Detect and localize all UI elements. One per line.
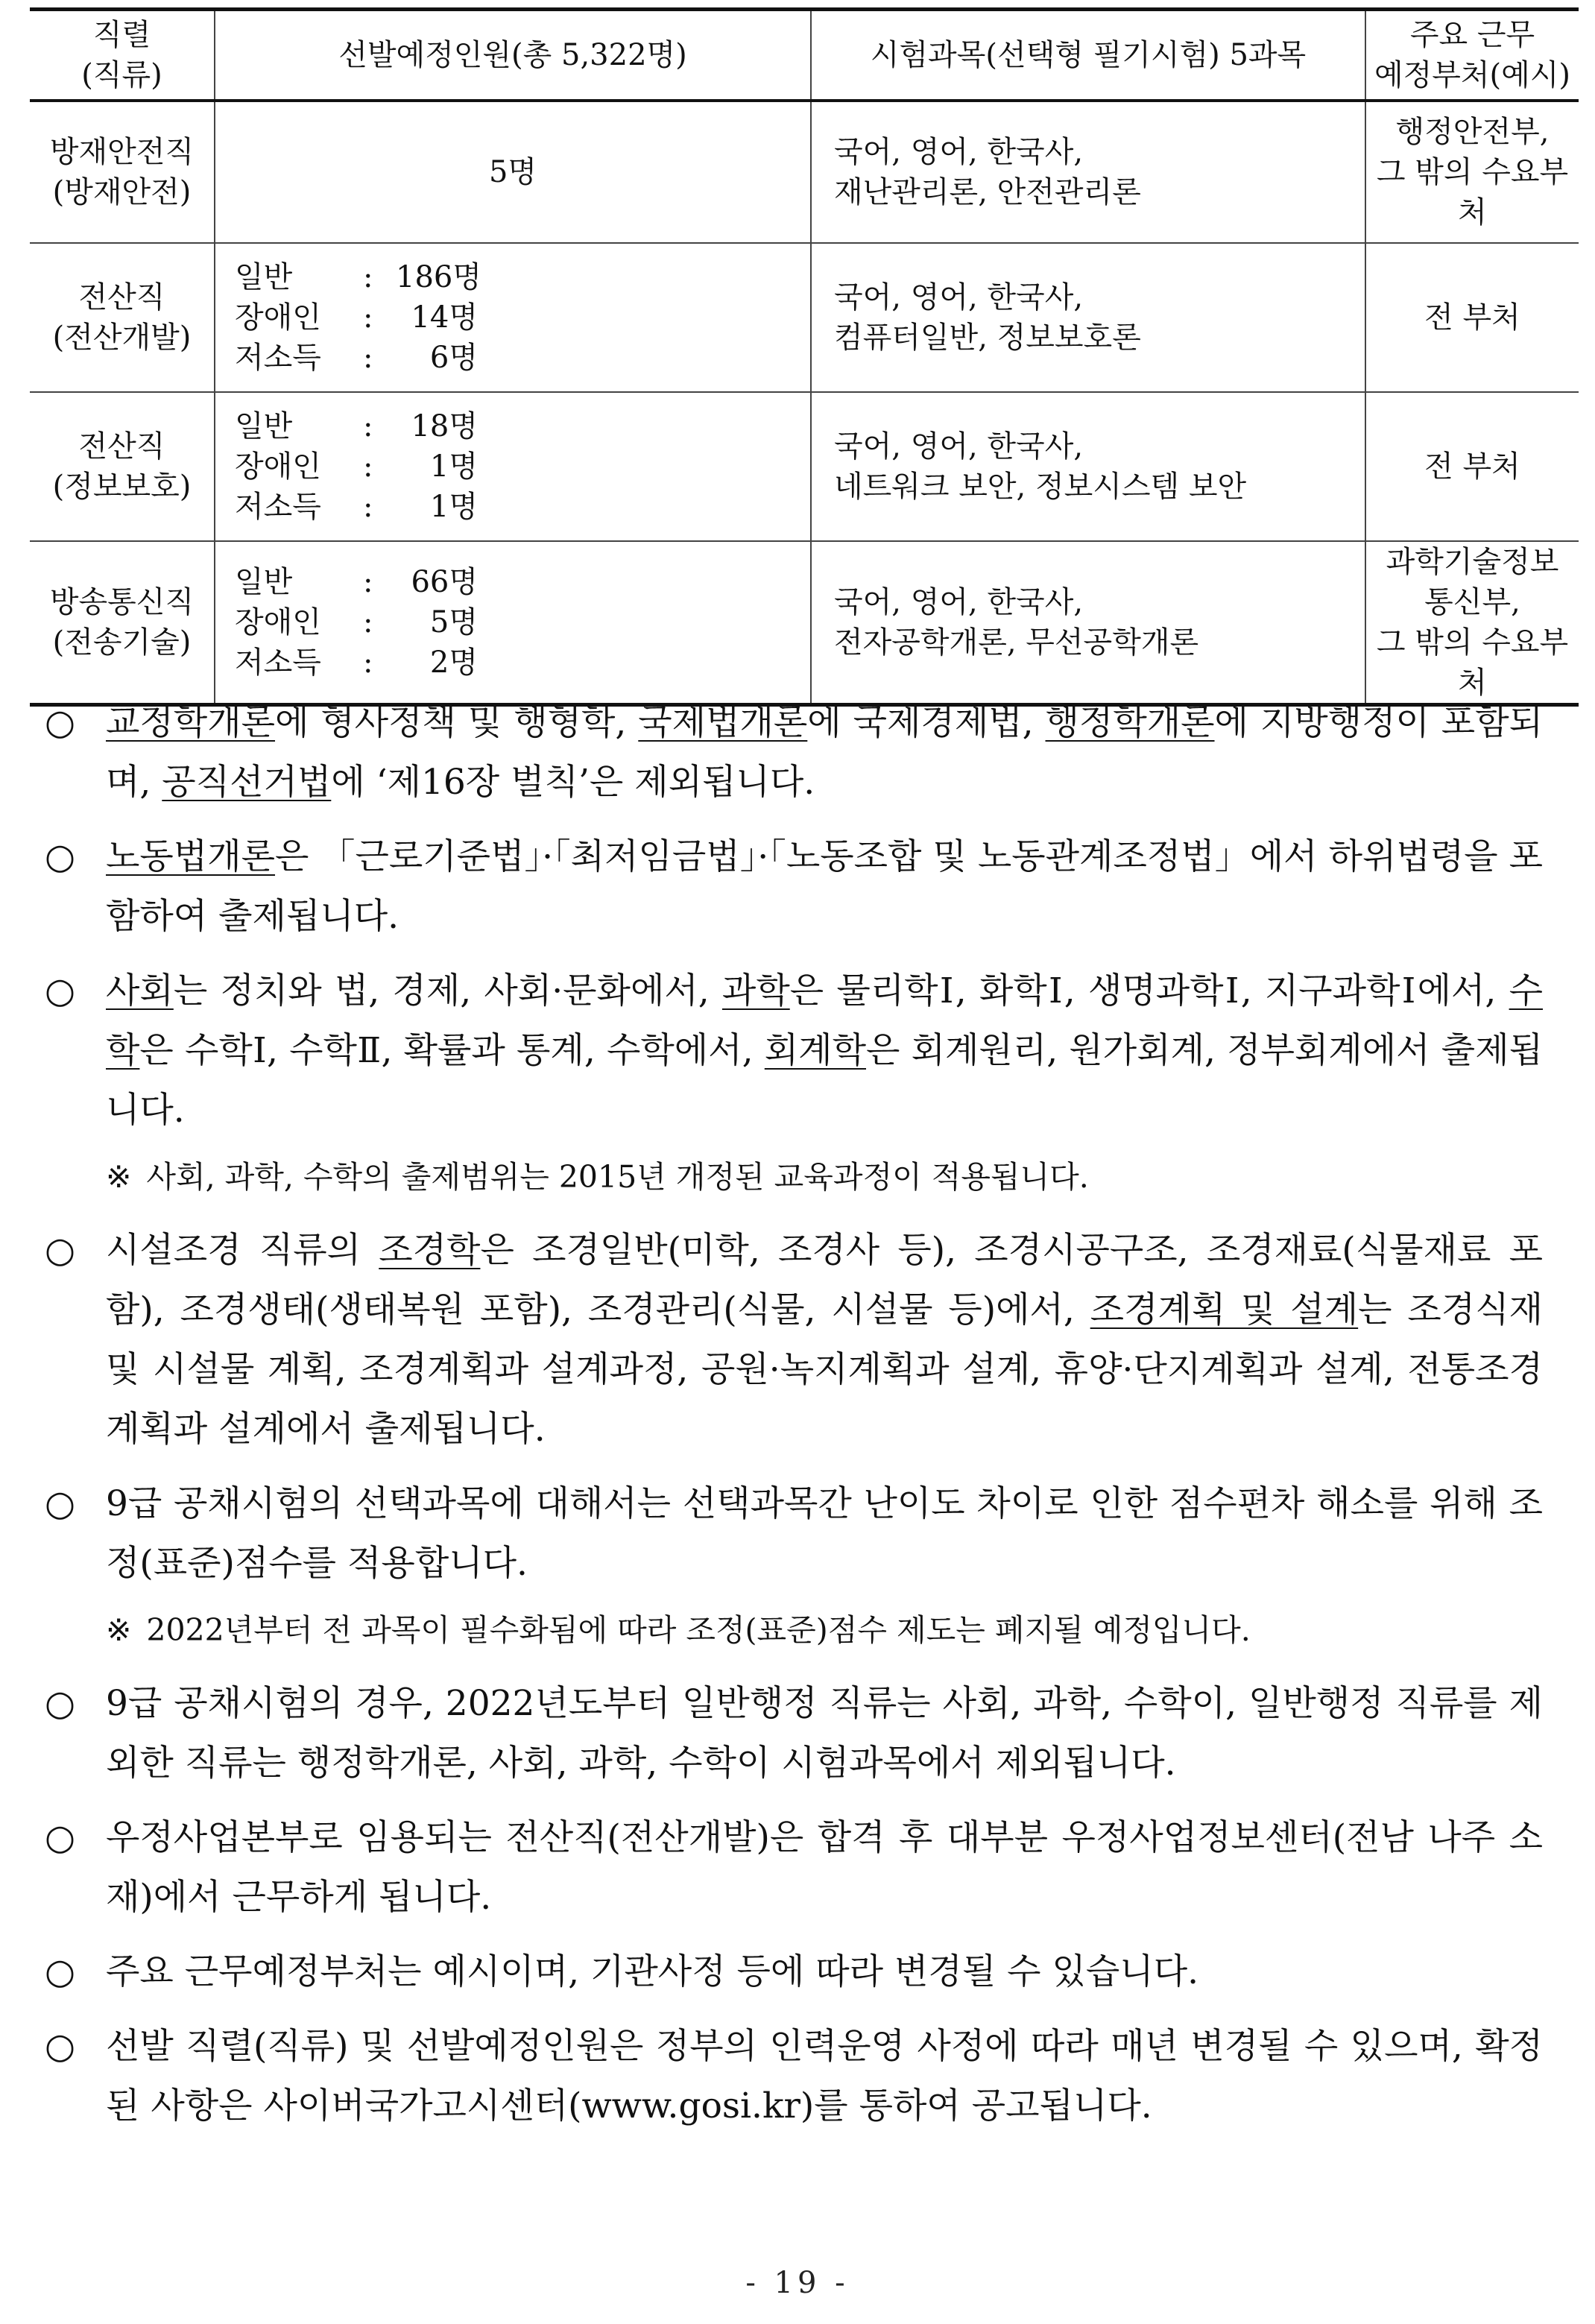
quota-line: 저소득 : 6명: [235, 341, 478, 375]
note-item: ○ 노동법개론은 「근로기준법」·「최저임금법」·「노동조합 및 노동관계조정법」에서 하위법령을 포함하여 출제됩니다.: [45, 827, 1543, 947]
reference-note: ※ 2022년부터 전 과목이 필수화됨에 따라 조정(표준)점수 제도는 폐지될 예정입니다.: [106, 1612, 1251, 1648]
subject-name: 사회: [106, 970, 174, 1011]
subjects-cell: 국어, 영어, 한국사, 네트워크 보안, 정보시스템 보안: [811, 392, 1365, 541]
bullet-icon: ○: [45, 970, 76, 1011]
subject-name: 조경학: [379, 1230, 481, 1271]
note-item: ○ 교정학개론에 형사정책 및 행형학, 국제법개론에 국제경제법, 행정학개론에 지방행정이 포함되며, 공직선거법에 ‘제16장 벌칙’은 제외됩니다.: [45, 693, 1543, 812]
quota-line: 일반 : 66명: [235, 565, 478, 599]
bullet-icon: ○: [45, 702, 76, 743]
subject-name: 회계학: [764, 1030, 866, 1071]
quota-line: 저소득 : 1명: [235, 490, 478, 524]
bullet-icon: ○: [45, 1951, 76, 1992]
subject-name: 과학: [721, 970, 790, 1011]
department-cell: 과학기술정보 통신부, 그 밖의 수요부처: [1365, 541, 1579, 705]
page-number: - 19 -: [745, 2266, 850, 2300]
table-row: [30, 101, 1579, 243]
note-item: ○ 사회는 정치와 법, 경제, 사회·문화에서, 과학은 물리학Ⅰ, 화학Ⅰ, 생명과학Ⅰ, 지구과학Ⅰ에서, 수학은 수학Ⅰ, 수학Ⅱ, 확률과 통계, 수학에서, 회계학은 회계원리, 원가회계, 정부회계에서 출제됩니다.: [45, 962, 1543, 1140]
subjects-cell: 국어, 영어, 한국사, 재난관리론, 안전관리론: [811, 101, 1365, 243]
department-cell: 행정안전부, 그 밖의 수요부처: [1365, 101, 1579, 243]
note-item: ○ 선발 직렬(직류) 및 선발예정인원은 정부의 인력운영 사정에 따라 매년 변경될 수 있으며, 확정된 사항은 사이버국가고시센터(www.gosi.kr)를 통하여 공고됩니다.: [45, 2017, 1543, 2136]
department-cell: 전 부처: [1365, 243, 1579, 392]
bullet-icon: ○: [45, 1230, 76, 1271]
bullet-icon: ○: [45, 2026, 76, 2067]
bullet-icon: ○: [45, 1817, 76, 1858]
header-subjects: 시험과목(선택형 필기시험) 5과목: [811, 10, 1365, 101]
quota-line: 저소득 : 2명: [235, 645, 478, 680]
quota-line: 장애인 : 1명: [235, 449, 478, 484]
note-item: ○ 시설조경 직류의 조경학은 조경일반(미학, 조경사 등), 조경시공구조, 조경재료(식물재료 포함), 조경생태(생태복원 포함), 조경관리(식물, 시설물 등)에서, 조경계획 및 설계는 조경식재 및 시설물 계획, 조경계획과 설계과정, 공원·녹지계획과 설계, 휴양·단지계획과 설계, 전통조경계획과 설계에서 출제됩니다.: [45, 1221, 1543, 1459]
quota-cell: 5명: [215, 101, 811, 243]
note-item: ○ 9급 공채시험의 선택과목에 대해서는 선택과목간 난이도 차이로 인한 점수편차 해소를 위해 조정(표준)점수를 적용합니다.: [45, 1474, 1543, 1594]
header-series: 직렬 (직류): [30, 10, 215, 101]
subject-name: 행정학개론: [1045, 702, 1215, 743]
note-item: ○ 9급 공채시험의 경우, 2022년도부터 일반행정 직류는 사회, 과학, 수학이, 일반행정 직류를 제외한 직류는 행정학개론, 사회, 과학, 수학이 시험과목에서 제외됩니다.: [45, 1674, 1543, 1793]
quota-line: 일반 : 18명: [235, 409, 478, 443]
reference-mark-icon: ※: [106, 1612, 132, 1648]
reference-note: ※ 사회, 과학, 수학의 출제범위는 2015년 개정된 교육과정이 적용됩니다.: [106, 1159, 1089, 1195]
table-row: [30, 541, 1579, 705]
quota-cell: [215, 243, 811, 392]
notes-section: [45, 693, 1543, 2151]
subject-name: 조경계획 및 설계: [1090, 1289, 1359, 1330]
note-item: ○ 우정사업본부로 임용되는 전산직(전산개발)은 합격 후 대부분 우정사업정보센터(전남 나주 소재)에서 근무하게 됩니다.: [45, 1808, 1543, 1927]
table-row: [30, 392, 1579, 541]
recruitment-table: [30, 7, 1579, 707]
subject-name: 국제법개론: [638, 702, 808, 743]
bullet-icon: ○: [45, 1483, 76, 1524]
subject-name: 교정학개론: [106, 702, 276, 743]
quota-cell: [215, 541, 811, 705]
header-quota: 선발예정인원(총 5,322명): [215, 10, 811, 101]
subject-name: 수학: [106, 970, 1543, 1071]
quota-cell: [215, 392, 811, 541]
bullet-icon: ○: [45, 836, 76, 877]
bullet-icon: ○: [45, 1683, 76, 1724]
series-cell: 전산직 (정보보호): [30, 392, 215, 541]
reference-mark-icon: ※: [106, 1159, 132, 1195]
quota-line: 일반 : 186명: [235, 260, 481, 294]
table-row: [30, 243, 1579, 392]
department-cell: 전 부처: [1365, 392, 1579, 541]
header-department: 주요 근무 예정부처(예시): [1365, 10, 1579, 101]
series-cell: 방송통신직 (전송기술): [30, 541, 215, 705]
subject-name: 노동법개론: [106, 836, 276, 877]
note-item: ○ 주요 근무예정부처는 예시이며, 기관사정 등에 따라 변경될 수 있습니다.: [45, 1942, 1543, 2002]
subjects-cell: 국어, 영어, 한국사, 컴퓨터일반, 정보보호론: [811, 243, 1365, 392]
series-cell: 전산직 (전산개발): [30, 243, 215, 392]
series-cell: 방재안전직 (방재안전): [30, 101, 215, 243]
quota-line: 장애인 : 5명: [235, 605, 478, 640]
table-header-row: [30, 10, 1579, 101]
quota-line: 장애인 : 14명: [235, 300, 478, 335]
subjects-cell: 국어, 영어, 한국사, 전자공학개론, 무선공학개론: [811, 541, 1365, 705]
subject-name: 공직선거법: [162, 762, 332, 803]
